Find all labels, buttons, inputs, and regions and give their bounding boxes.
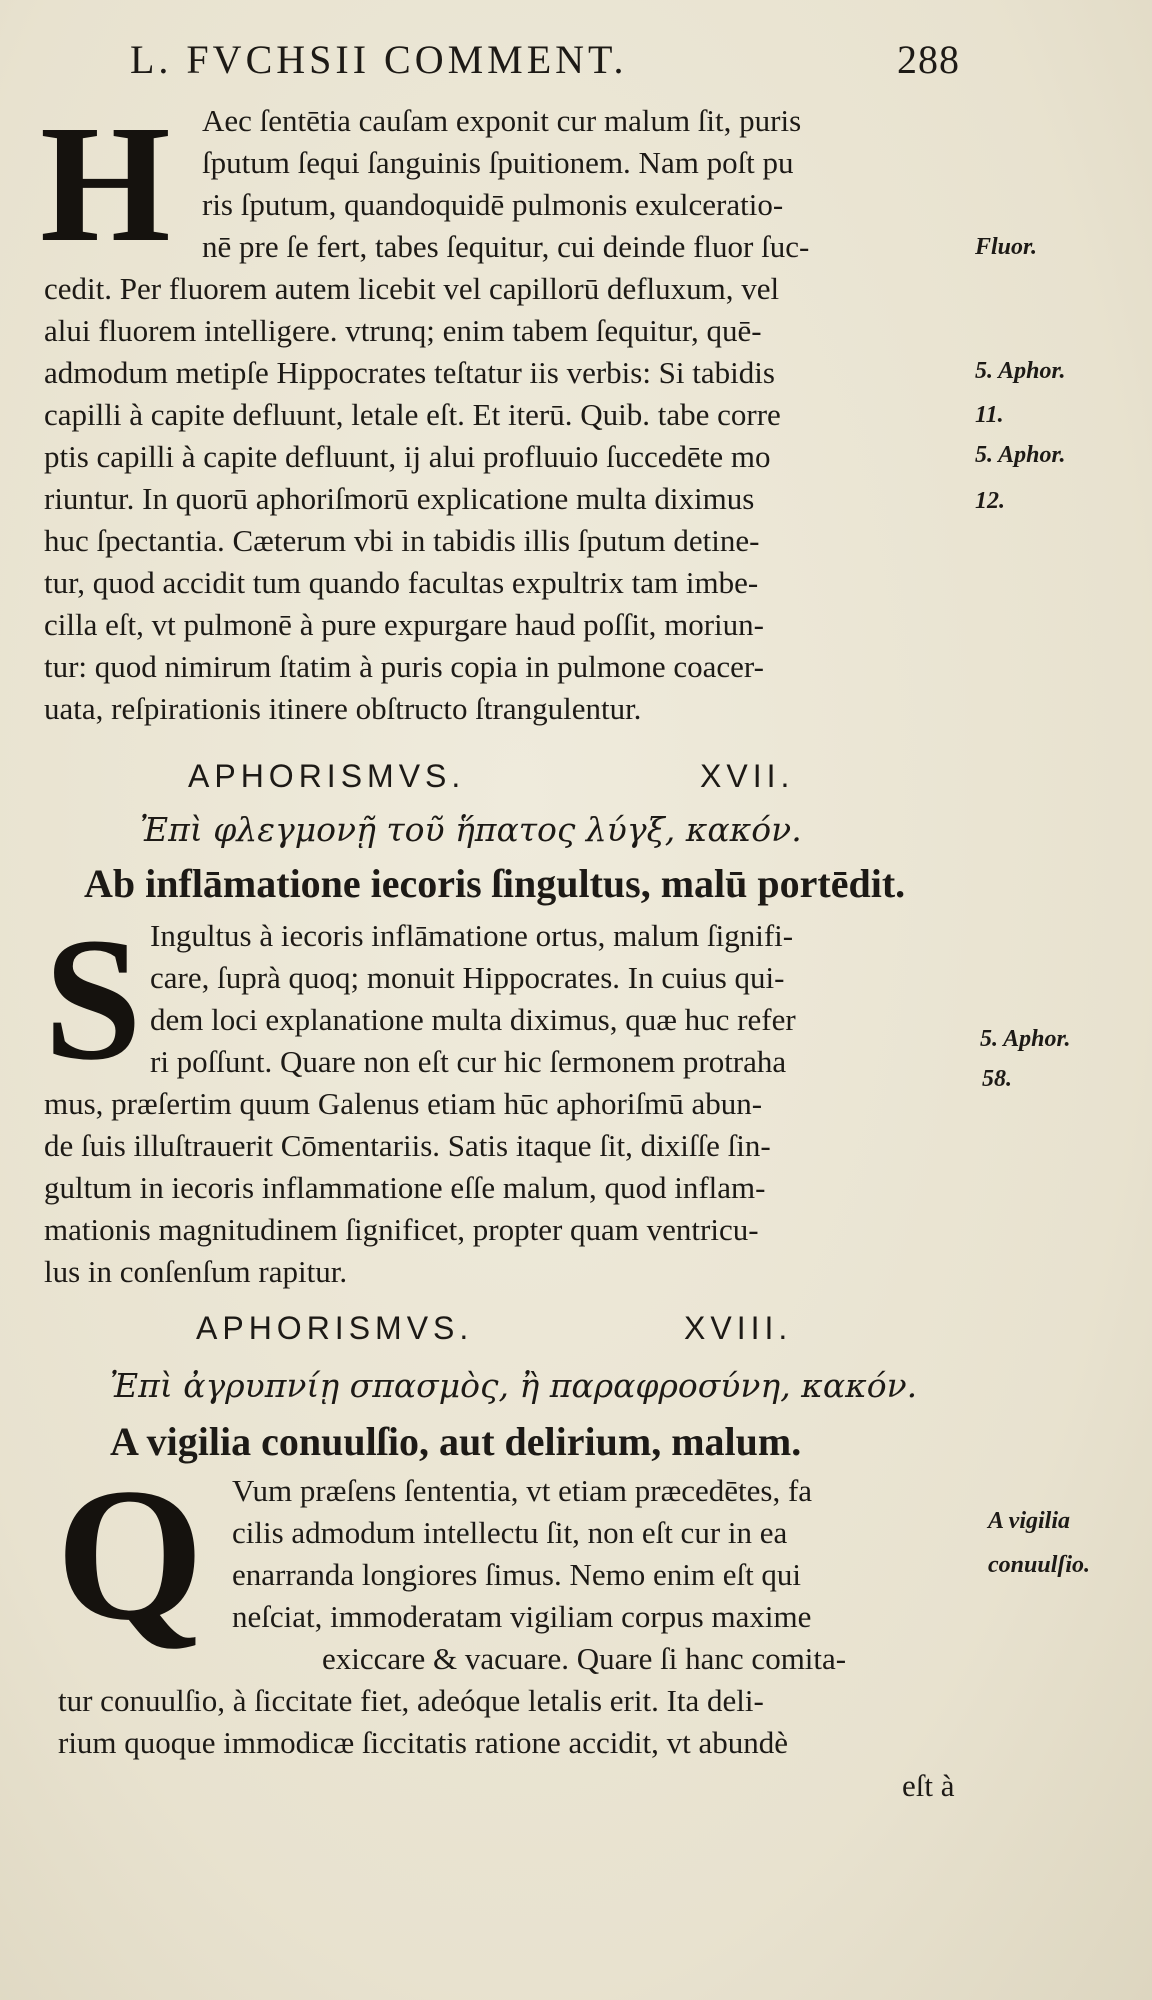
aphorism-18-greek: Ἐπὶ ἀγρυπνίῃ σπασμὸς, ἢ παραφροσύνη, κακόν. xyxy=(110,1366,918,1405)
text-line: mationis magnitudinem ſignificet, propter quam ventricu- xyxy=(44,1212,759,1247)
page-number: 288 xyxy=(897,37,960,82)
header-title: L. FVCHSII COMMENT. xyxy=(130,37,628,82)
margin-note-aphor-5-58: 5. Aphor. xyxy=(980,1026,1071,1052)
text-line: cilis admodum intellectu ſit, non eſt cur in ea xyxy=(232,1515,788,1550)
text-line: Vum præſens ſententia, vt etiam præcedētes, fa xyxy=(232,1473,813,1508)
margin-note-fluor: Fluor. xyxy=(975,234,1038,260)
aphorism-17-body xyxy=(44,915,964,1293)
margin-note-aphor-5-12: 5. Aphor. xyxy=(975,442,1066,468)
running-header xyxy=(130,36,960,83)
text-line: uata, reſpirationis itinere obſtructo ſtrangulentur. xyxy=(44,691,642,726)
aphorism-17-label: APHORISMVS. xyxy=(188,758,466,794)
text-line: ri poſſunt. Quare non eſt cur hic ſermonem protraha xyxy=(150,1044,787,1079)
aphorism-18-latin: A vigilia conuulſio, aut delirium, malum. xyxy=(110,1419,802,1464)
text-line: ris ſputum, quandoquidē pulmonis exulceratio- xyxy=(202,187,784,222)
text-line: huc ſpectantia. Cæterum vbi in tabidis illis ſputum detine- xyxy=(44,523,760,558)
margin-note-aphor-5-11: 5. Aphor. xyxy=(975,358,1066,384)
text-line: dem loci explanatione multa diximus, quæ huc refer xyxy=(150,1002,796,1037)
aphorism-17-greek: Ἐπὶ φλεγμονῇ τοῦ ἥπατος λύγξ, κακόν. xyxy=(140,810,802,849)
text-line: cedit. Per fluorem autem licebit vel capillorū defluxum, vel xyxy=(44,271,780,306)
text-line: gultum in iecoris inflammatione eſſe malum, quod inflam- xyxy=(44,1170,766,1205)
text-line: enarranda longiores ſimus. Nemo enim eſt qui xyxy=(232,1557,802,1592)
margin-note-conuulsio: conuulſio. xyxy=(988,1552,1091,1578)
dropcap-q: Q xyxy=(56,1450,204,1660)
text-line: rium quoque immodicæ ſiccitatis ratione accidit, vt abundè xyxy=(58,1725,789,1760)
text-line: tur conuulſio, à ſiccitate fiet, adeóque letalis erit. Ita deli- xyxy=(58,1683,764,1718)
text-line: Ingultus à iecoris inflāmatione ortus, malum ſignifi- xyxy=(150,918,794,953)
catchword: eſt à xyxy=(902,1768,955,1803)
margin-note-aphor-5-11-num: 11. xyxy=(975,402,1004,428)
aphorism-17-numeral: XVII. xyxy=(700,758,795,794)
text-line: tur: quod nimirum ſtatim à puris copia in pulmone coacer- xyxy=(44,649,764,684)
text-line: riuntur. In quorū aphoriſmorū explicatione multa diximus xyxy=(44,481,755,516)
text-line: care, ſuprà quoq; monuit Hippocrates. In cuius qui- xyxy=(150,960,785,995)
aphorism-17-latin: Ab inflāmatione iecoris ſingultus, malū portēdit. xyxy=(84,861,906,906)
text-line: lus in conſenſum rapitur. xyxy=(44,1254,348,1289)
text-line: nē pre ſe fert, tabes ſequitur, cui deinde fluor ſuc- xyxy=(202,229,810,264)
text-line: neſciat, immoderatam vigiliam corpus maxime xyxy=(232,1599,812,1634)
text-line: de ſuis illuſtrauerit Cōmentariis. Satis itaque ſit, dixiſſe ſin- xyxy=(44,1128,771,1163)
aphorism-18-numeral: XVIII. xyxy=(684,1310,793,1346)
text-line: mus, præſertim quum Galenus etiam hūc aphoriſmū abun- xyxy=(44,1086,763,1121)
text-line: Aec ſentētia cauſam exponit cur malum ſit, puris xyxy=(202,103,802,138)
text-line: alui fluorem intelligere. vtrunq; enim tabem ſequitur, quē- xyxy=(44,313,762,348)
text-line: exiccare & vacuare. Quare ſi hanc comita- xyxy=(322,1641,847,1676)
margin-note-aphor-5-12-num: 12. xyxy=(975,488,1005,514)
text-line: tur, quod accidit tum quando facultas expultrix tam imbe- xyxy=(44,565,759,600)
text-line: ptis capilli à capite defluunt, ij alui profluuio ſuccedēte mo xyxy=(44,439,771,474)
dropcap-h: H xyxy=(40,91,171,277)
text-line: cilla eſt, vt pulmonē à pure expurgare haud poſſit, moriun- xyxy=(44,607,764,642)
margin-note-aphor-5-58-num: 58. xyxy=(982,1066,1012,1092)
dropcap-s: S xyxy=(44,902,142,1097)
section1-body xyxy=(44,100,964,730)
aphorism-18-label: APHORISMVS. xyxy=(196,1310,474,1346)
text-line: admodum metipſe Hippocrates teſtatur iis verbis: Si tabidis xyxy=(44,355,775,390)
margin-note-vigilia: A vigilia xyxy=(988,1508,1071,1534)
text-line: ſputum ſequi ſanguinis ſpuitionem. Nam poſt pu xyxy=(202,145,794,180)
aphorism-18-body xyxy=(44,1470,964,1764)
text-line: capilli à capite defluunt, letale eſt. Et iterū. Quib. tabe corre xyxy=(44,397,781,432)
